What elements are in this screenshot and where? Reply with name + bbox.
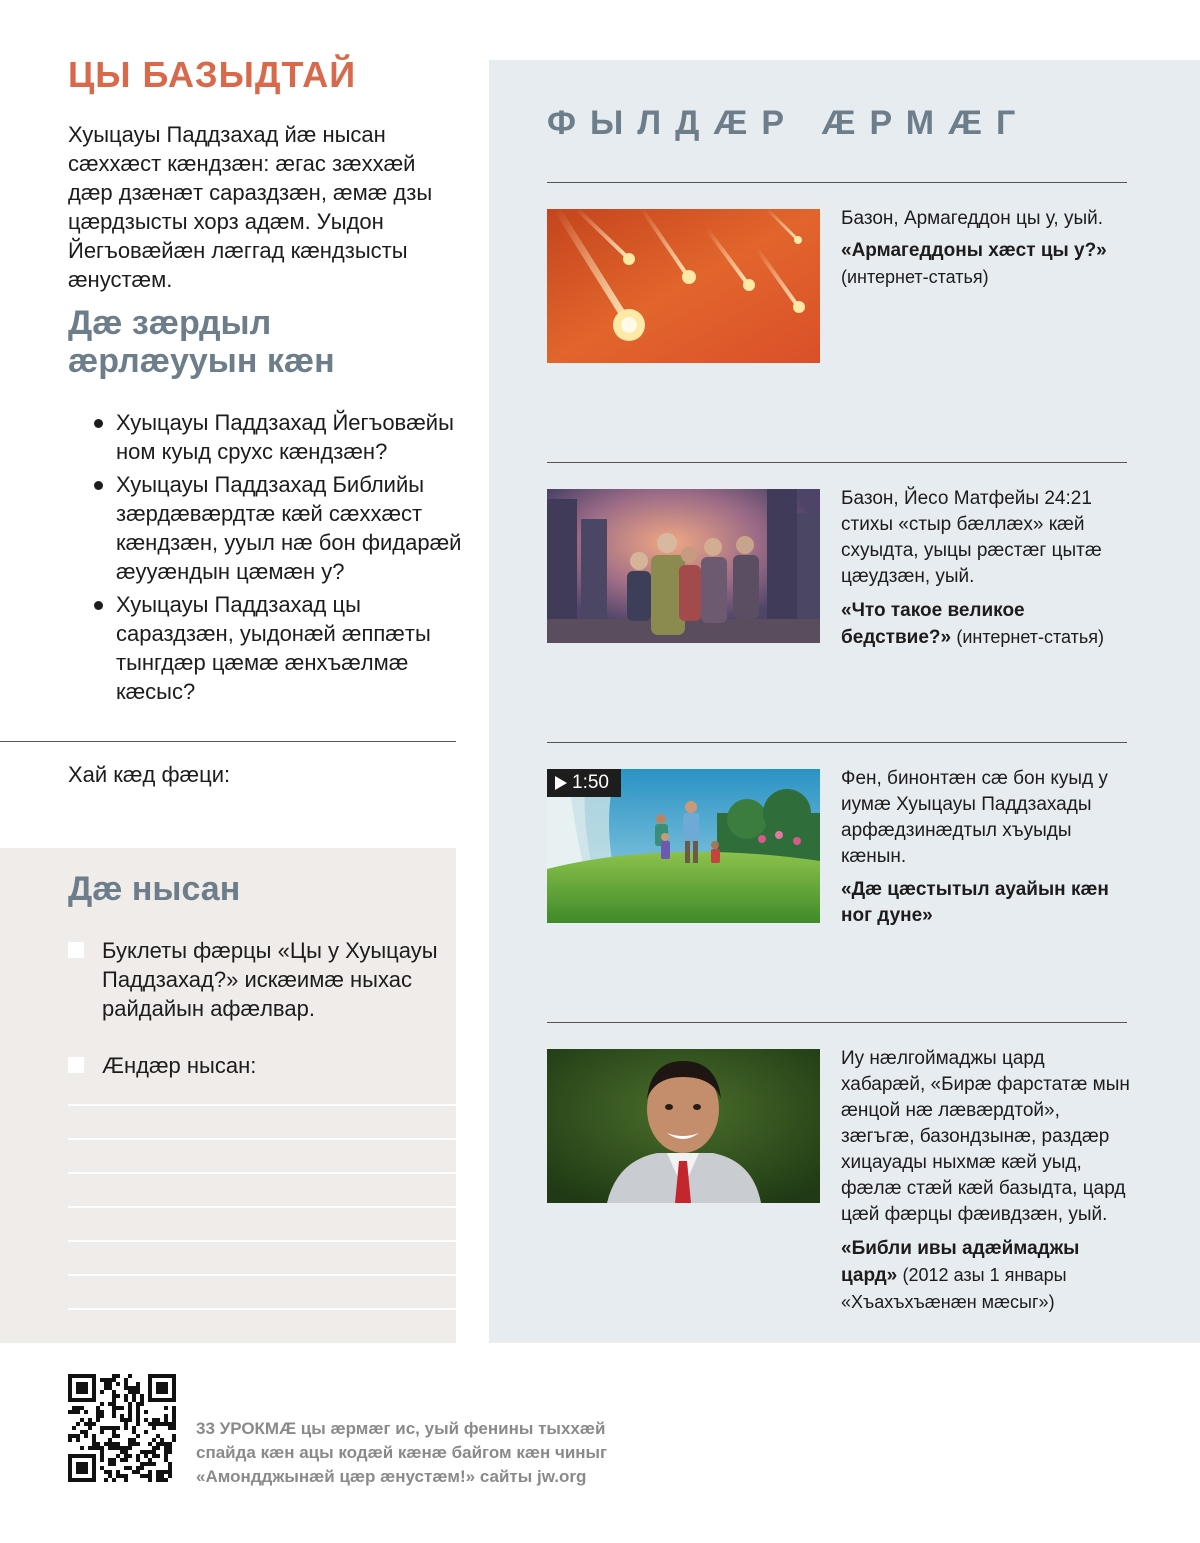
- card-link-title[interactable]: «Армагеддоны хæст цы у?»: [841, 240, 1107, 261]
- writing-line[interactable]: [68, 1240, 456, 1242]
- card-link-note: (интернет-статья): [841, 267, 989, 287]
- card-link-note: (интернет-статья): [956, 627, 1105, 647]
- goal-box: [0, 848, 456, 1343]
- review-question-text: Хуыцауы Паддзахад цы сараздзæн, уыдонæй æппæты тынгдæр цæмæ æнхъæлмæ кæсыс?: [116, 592, 431, 704]
- review-list: [86, 408, 466, 710]
- card-link[interactable]: [841, 598, 1131, 651]
- review-title: Дæ зæрдыл æрлæууын кæн: [68, 304, 335, 380]
- review-question: [86, 470, 466, 586]
- card-description: Базон, Йесо Матфейы 24:21 стихы «стыр бæллæх» кæй схуыдта, уыцы рæстæг цытæ цæудзæн, уый.: [841, 488, 1102, 587]
- bullet-icon: [94, 601, 103, 610]
- writing-line[interactable]: [68, 1172, 456, 1174]
- writing-line[interactable]: [68, 1274, 456, 1276]
- goal-checkbox[interactable]: [68, 942, 84, 958]
- divider: [547, 1022, 1127, 1023]
- card-link-title[interactable]: «Что такое великое бедствие?»: [841, 600, 1025, 648]
- family-city-image[interactable]: [547, 489, 820, 643]
- play-icon[interactable]: [555, 776, 567, 790]
- goal-item-text: Буклеты фæрцы «Цы у Хуыцауы Паддзахад?» искæимæ ныхас райдайын афæлвар.: [102, 938, 438, 1021]
- goal-item: [68, 936, 472, 1023]
- card-description: Иу нæлгоймаджы цард хабарæй, «Бирæ фарстатæ мын æнцой нæ лæвæрдтой», зæгъгæ, базондзынæ, раздæр хицауады ныхмæ кæй уыд, фæлæ стæй кæй базыдта, цард цæй фæрцы фæивдзæн, уый.: [841, 1048, 1130, 1225]
- goal-item: [68, 1051, 472, 1080]
- divider: [0, 741, 456, 742]
- bullet-icon: [94, 419, 103, 428]
- review-question-text: Хуыцауы Паддзахад Библийы зæрдæвæрдтæ кæй сæххæст кæндзæн, ууыл нæ бон фидарæй æууæндын цæмæн у?: [116, 472, 462, 584]
- divider: [547, 182, 1127, 183]
- video-duration-badge[interactable]: [547, 769, 621, 797]
- summary-title: ЦЫ БАЗЫДТАЙ: [68, 54, 357, 95]
- card-link-title[interactable]: «Библи ивы адæймаджы цард»: [841, 1238, 1080, 1286]
- card-link-title[interactable]: «Дæ цæстытыл ауайын кæн ног дуне»: [841, 879, 1109, 926]
- card-description: Базон, Армагеддон цы у, уый.: [841, 208, 1104, 229]
- writing-line[interactable]: [68, 1138, 456, 1140]
- video-duration: 1:50: [572, 772, 609, 793]
- man-portrait-image[interactable]: [547, 1049, 820, 1203]
- card-link[interactable]: [841, 1236, 1131, 1316]
- review-question: [86, 590, 466, 706]
- card-link[interactable]: [841, 238, 1131, 291]
- divider: [547, 462, 1127, 463]
- review-question: [86, 408, 466, 466]
- goal-title: Дæ нысан: [68, 870, 241, 908]
- footer-text: 33 УРОКМÆ цы æрмæг ис, уый фенины тыххæй спайда кæн ацы кодæй кæнæ байгом кæн чиныг «Амондджынæй цæр æнустæм!» сайты jw.org: [196, 1419, 608, 1486]
- qr-code-icon[interactable]: [68, 1374, 176, 1482]
- divider: [547, 742, 1127, 743]
- goal-item-text: Æндæр нысан:: [102, 1053, 257, 1078]
- writing-line[interactable]: [68, 1104, 456, 1106]
- writing-line[interactable]: [68, 1308, 456, 1310]
- bullet-icon: [94, 481, 103, 490]
- further-material-title: ФЫЛДÆР ÆРМÆГ: [547, 104, 1030, 142]
- summary-text: Хуыцауы Паддзахад йæ нысан сæххæст кæндзæн: æгас зæххæй дæр дзæнæт сараздзæн, æмæ дзы цæрдзысты хорз адæм. Уыдон Йегъовæйæн лæггад кæндзысты æнустæм.: [68, 122, 433, 292]
- card-link-note: (2012 азы 1 январы «Хъахъхъæнæн мæсыг»): [841, 1265, 1067, 1312]
- meteors-image[interactable]: [547, 209, 820, 363]
- completed-date-label: Хай кæд фæци:: [68, 762, 231, 787]
- writing-line[interactable]: [68, 1206, 456, 1208]
- card-description: Фен, бинонтæн сæ бон куыд у иумæ Хуыцауы Паддзахады арфæдзинæдтыл хъуыды кæнын.: [841, 768, 1108, 867]
- goal-checkbox[interactable]: [68, 1057, 84, 1073]
- card-link[interactable]: [841, 877, 1131, 929]
- review-question-text: Хуыцауы Паддзахад Йегъовæйы ном куыд срухс кæндзæн?: [116, 410, 454, 464]
